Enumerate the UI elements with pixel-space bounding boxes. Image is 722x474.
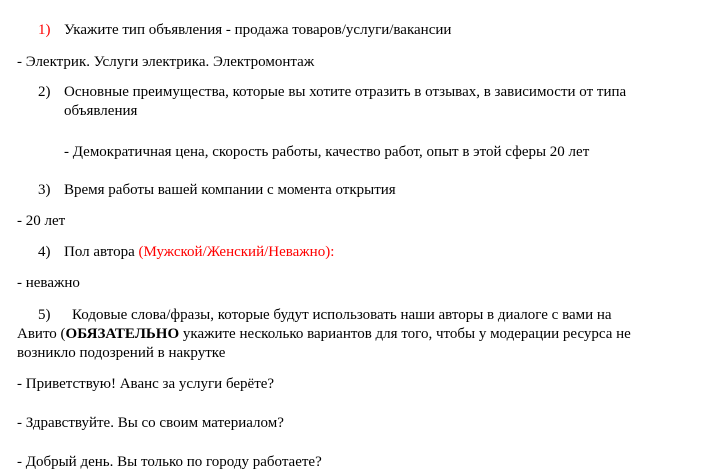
item-3-question: Время работы вашей компании с момента открытия (64, 182, 396, 198)
item-1-question: Укажите тип объявления - продажа товаров/услуги/вакансии (64, 22, 452, 38)
item-4-question-text: Пол автора (64, 244, 139, 260)
item-4-answer: - неважно (17, 275, 80, 291)
item-5-answer-3: - Добрый день. Вы только по городу работаете? (17, 454, 322, 470)
item-1-number: 1) (38, 22, 51, 38)
item-3-answer: - 20 лет (17, 213, 66, 229)
item-3-number: 3) (38, 182, 51, 198)
item-5-question-line1: Кодовые слова/фразы, которые будут использовать наши авторы в диалоге с вами на (72, 307, 612, 323)
item-2-question-line1: Основные преимущества, которые вы хотите отразить в отзывах, в зависимости от типа (64, 84, 627, 100)
item-1-answer: - Электрик. Услуги электрика. Электромонтаж (17, 54, 315, 70)
item-5-question-line3: возникло подозрений в накрутке (17, 345, 226, 361)
item-5-line2-bold: ОБЯЗАТЕЛЬНО (65, 326, 180, 342)
item-2-question-line2: объявления (64, 103, 138, 119)
item-5-line2-suffix: укажите несколько вариантов для того, чтобы у модерации ресурса не (179, 326, 631, 342)
item-5-answer-2: - Здравствуйте. Вы со своим материалом? (17, 415, 284, 431)
item-4-options: (Мужской/Женский/Неважно): (138, 244, 335, 260)
item-2-answer: - Демократичная цена, скорость работы, качество работ, опыт в этой сферы 20 лет (64, 144, 590, 160)
item-4-number: 4) (38, 244, 51, 260)
item-5-answer-1: - Приветствую! Аванс за услуги берёте? (17, 376, 275, 392)
item-4-question (64, 243, 334, 262)
item-2-number: 2) (38, 84, 51, 100)
item-5-line2-prefix: Авито ( (17, 326, 66, 342)
item-5-question-line2 (17, 325, 631, 344)
item-5-number: 5) (38, 307, 51, 323)
